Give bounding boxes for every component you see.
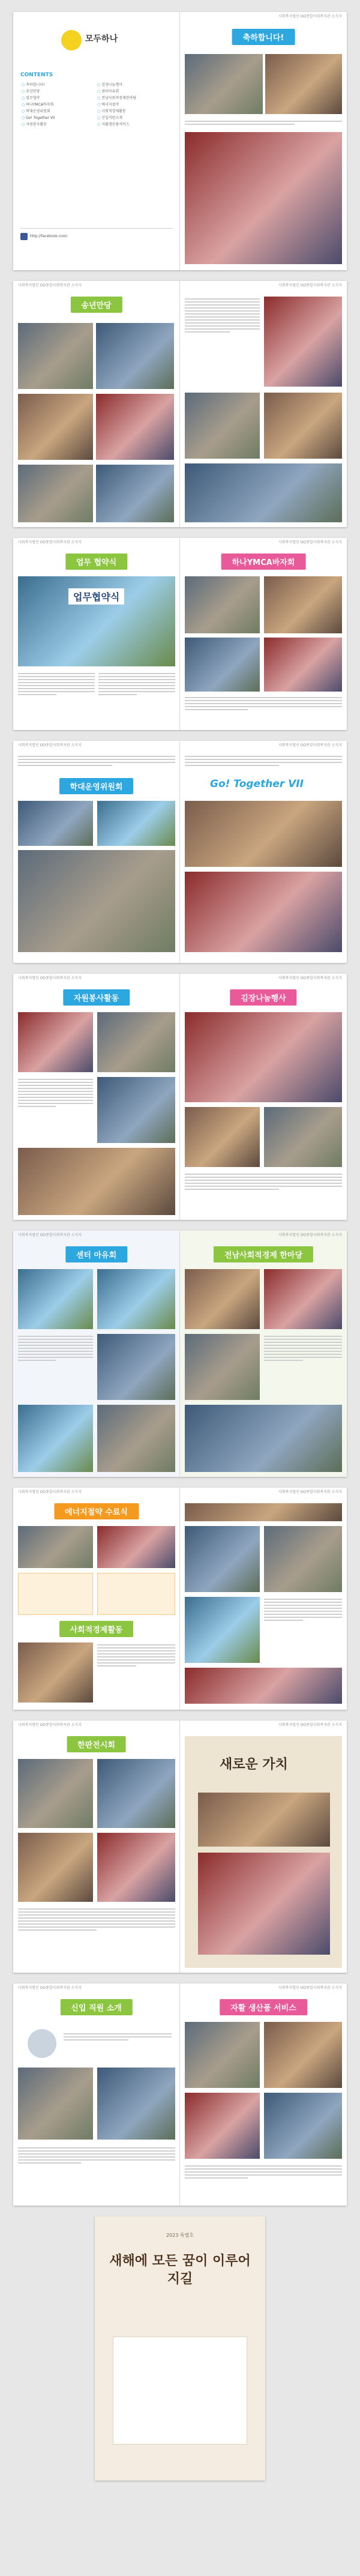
section-title-together: Go! Together VII [210, 778, 304, 790]
closing-title: 새해에 모든 꿈이 이루어지길 [109, 2254, 251, 2287]
page [180, 1983, 347, 2206]
body-text [264, 1334, 342, 1400]
mou-banner: 업무협약식 [68, 588, 124, 605]
facebook-icon [20, 233, 28, 240]
photo [185, 2093, 260, 2159]
photo [18, 1526, 93, 1568]
toc-item[interactable]: ○ 사회적경제활동 [97, 108, 136, 115]
spread-year-end [13, 281, 347, 527]
photo [185, 1503, 342, 1521]
photo [185, 54, 263, 114]
page-header: 사회복지법인 OO종합사회복지관 소식지 [278, 1986, 342, 1990]
toc-list [22, 82, 55, 128]
page-header: 사회복지법인 OO종합사회복지관 소식지 [18, 540, 82, 544]
body-text [185, 119, 342, 127]
section-title-social-act: 사회적경제활동 [59, 1621, 134, 1637]
page-header: 사회복지법인 OO종합사회복지관 소식지 [278, 1490, 342, 1494]
toc-item[interactable]: ○ Go! Together VII [22, 115, 55, 121]
photo [264, 576, 342, 633]
toc-item[interactable]: ○ 자원봉사활동 [22, 121, 55, 128]
photo [264, 2022, 342, 2088]
section-title-ymca: 하나YMCA바자회 [221, 554, 306, 570]
contents-label: CONTENTS [20, 72, 53, 78]
section-title-year-end: 송년만당 [70, 297, 122, 313]
photo [96, 394, 174, 460]
page-header: 사회복지법인 OO종합사회복지관 소식지 [18, 1723, 82, 1727]
section-title-social-econ: 전남사회적경제 한마당 [214, 1246, 313, 1262]
photo [185, 801, 342, 867]
page [180, 741, 347, 963]
page [13, 1721, 180, 1973]
spread-picnic [13, 1231, 347, 1477]
page [180, 1488, 347, 1710]
photo [97, 1077, 175, 1143]
page-header: 사회복지법인 OO종합사회복지관 소식지 [278, 976, 342, 980]
page [180, 1721, 347, 1973]
photo [97, 2068, 175, 2140]
body-text [264, 1597, 342, 1663]
page [13, 1231, 180, 1477]
avatar [28, 2029, 56, 2058]
toc-list-2 [97, 82, 136, 128]
photo [185, 1107, 260, 1167]
section-title-committee: 학대운영위원회 [59, 778, 134, 794]
photo [18, 2068, 93, 2140]
photo [18, 1759, 93, 1828]
page [13, 741, 180, 963]
toc-item[interactable]: ○ 업무협약 [22, 95, 55, 101]
toc-item[interactable]: ○ 축하합니다! [22, 82, 55, 88]
section-title-mou: 업무 협약식 [65, 554, 127, 570]
section-title-new-staff: 신입 직원 소개 [60, 1999, 132, 2015]
info-panel [113, 2336, 247, 2445]
body-text [18, 2146, 175, 2200]
issue-year: 2023 특별호 [166, 2233, 194, 2238]
page [180, 538, 347, 730]
photo [264, 638, 342, 692]
photo [97, 1405, 175, 1472]
photo [18, 1405, 93, 1472]
photo [185, 638, 260, 692]
page [13, 1488, 180, 1710]
body-text [18, 1334, 93, 1400]
toc-item[interactable]: ○ 김장나눔행사 [97, 82, 136, 88]
cover-page [13, 12, 180, 270]
spread-expo [13, 1721, 347, 1973]
photo [97, 801, 175, 846]
divider [20, 228, 173, 229]
photo [18, 1269, 93, 1329]
page-header: 사회복지법인 OO종합사회복지관 소식지 [278, 1723, 342, 1727]
body-text [185, 297, 260, 369]
photo [185, 1405, 342, 1472]
photo [18, 1148, 175, 1215]
photo [96, 323, 174, 389]
toc-item[interactable]: ○ 전남사회적경제한마당 [97, 95, 136, 101]
spread-energy [13, 1488, 347, 1710]
info-box [97, 1573, 175, 1615]
congrats-page [180, 12, 347, 270]
page-header: 사회복지법인 OO종합사회복지관 소식지 [278, 283, 342, 288]
section-title-volunteer: 자원봉사활동 [63, 989, 130, 1006]
photo [18, 850, 175, 952]
photo [18, 323, 93, 389]
photo [18, 1833, 93, 1902]
photo [185, 1597, 260, 1663]
cover-title: 모두하나 [85, 34, 118, 44]
info-box [18, 1573, 93, 1615]
toc-item[interactable]: ○ 학대운영위원회 [22, 108, 55, 115]
page-header: 사회복지법인 OO종합사회복지관 소식지 [18, 976, 82, 980]
body-text [18, 1077, 93, 1143]
toc-item[interactable]: ○ 에너지절약 [97, 101, 136, 108]
body-text [18, 671, 95, 725]
photo [185, 576, 260, 633]
photo [264, 1269, 342, 1329]
photo [264, 297, 342, 387]
poster-title: 새로운 가치 [220, 1757, 288, 1772]
page-header: 사회복지법인 OO종합사회복지관 소식지 [18, 1986, 82, 1990]
photo [185, 2022, 260, 2088]
body-text [185, 754, 342, 777]
photo [185, 1012, 342, 1102]
page-header: 사회복지법인 OO종합사회복지관 소식지 [18, 1233, 82, 1237]
photo [185, 463, 342, 522]
photo [96, 465, 174, 522]
photo [264, 393, 342, 459]
page [180, 281, 347, 527]
spread-volunteer [13, 974, 347, 1220]
photo [185, 1526, 260, 1592]
page-header: 사회복지법인 OO종합사회복지관 소식지 [18, 283, 82, 288]
photo [97, 1012, 175, 1072]
spread-cover [13, 12, 347, 270]
toc-item[interactable]: ○ 송년만당 [22, 88, 55, 95]
section-title-picnic: 센터 아유회 [65, 1246, 127, 1262]
toc-item[interactable]: ○ 신입직원소개 [97, 115, 136, 121]
body-text [185, 2164, 342, 2200]
section-title-kimchi: 김장나눔행사 [230, 989, 296, 1006]
spread-staff [13, 1983, 347, 2206]
body-text [185, 695, 342, 725]
body-text [185, 1172, 342, 1215]
body-text [64, 2032, 172, 2056]
photo [185, 872, 342, 952]
page [13, 538, 180, 730]
photo [97, 1334, 175, 1400]
photo [18, 801, 93, 846]
photo [185, 1269, 260, 1329]
page-header: 사회복지법인 OO종합사회복지관 소식지 [278, 540, 342, 544]
page [180, 974, 347, 1220]
photo [18, 1642, 93, 1703]
photo [264, 1526, 342, 1592]
photo [18, 1012, 93, 1072]
page [13, 1983, 180, 2206]
section-title-energy: 에너지절약 수료식 [54, 1503, 139, 1519]
body-text [98, 671, 175, 725]
photo [198, 1793, 330, 1847]
body-text [97, 1642, 175, 1703]
page-header: 사회복지법인 OO종합사회복지관 소식지 [278, 14, 342, 19]
footer-url[interactable]: http://facebook.com/ [30, 234, 68, 238]
page [13, 281, 180, 527]
back-cover [95, 2216, 265, 2481]
page-header: 사회복지법인 OO종합사회복지관 소식지 [278, 743, 342, 747]
photo [97, 1269, 175, 1329]
body-text [18, 754, 175, 777]
page-header: 사회복지법인 OO종합사회복지관 소식지 [18, 743, 82, 747]
page [180, 1231, 347, 1477]
photo [97, 1833, 175, 1902]
section-title-congrats: 축하합니다! [232, 29, 295, 45]
section-title-self-support: 자활 생산품 서비스 [220, 1999, 307, 2015]
toc-item[interactable]: ○ 하나YMCA바자회 [22, 101, 55, 108]
photo [185, 1668, 342, 1704]
logo-icon [61, 30, 82, 50]
spread-committee [13, 741, 347, 963]
body-text [18, 1907, 175, 1967]
page [13, 974, 180, 1220]
photo [265, 54, 342, 114]
page-header: 사회복지법인 OO종합사회복지관 소식지 [18, 1490, 82, 1494]
photo [185, 393, 260, 459]
photo [97, 1526, 175, 1568]
toc-item[interactable]: ○ 센터아유회 [97, 88, 136, 95]
photo [198, 1853, 330, 1955]
toc-item[interactable]: ○ 자활생산품서비스 [97, 121, 136, 128]
photo [264, 1107, 342, 1167]
photo [185, 1334, 260, 1400]
page-header: 사회복지법인 OO종합사회복지관 소식지 [278, 1233, 342, 1237]
photo [18, 465, 93, 522]
spread-mou [13, 538, 347, 730]
section-title-expo: 한판전시회 [67, 1736, 126, 1752]
photo [185, 132, 342, 264]
photo [264, 2093, 342, 2159]
photo [97, 1759, 175, 1828]
photo [18, 394, 93, 460]
